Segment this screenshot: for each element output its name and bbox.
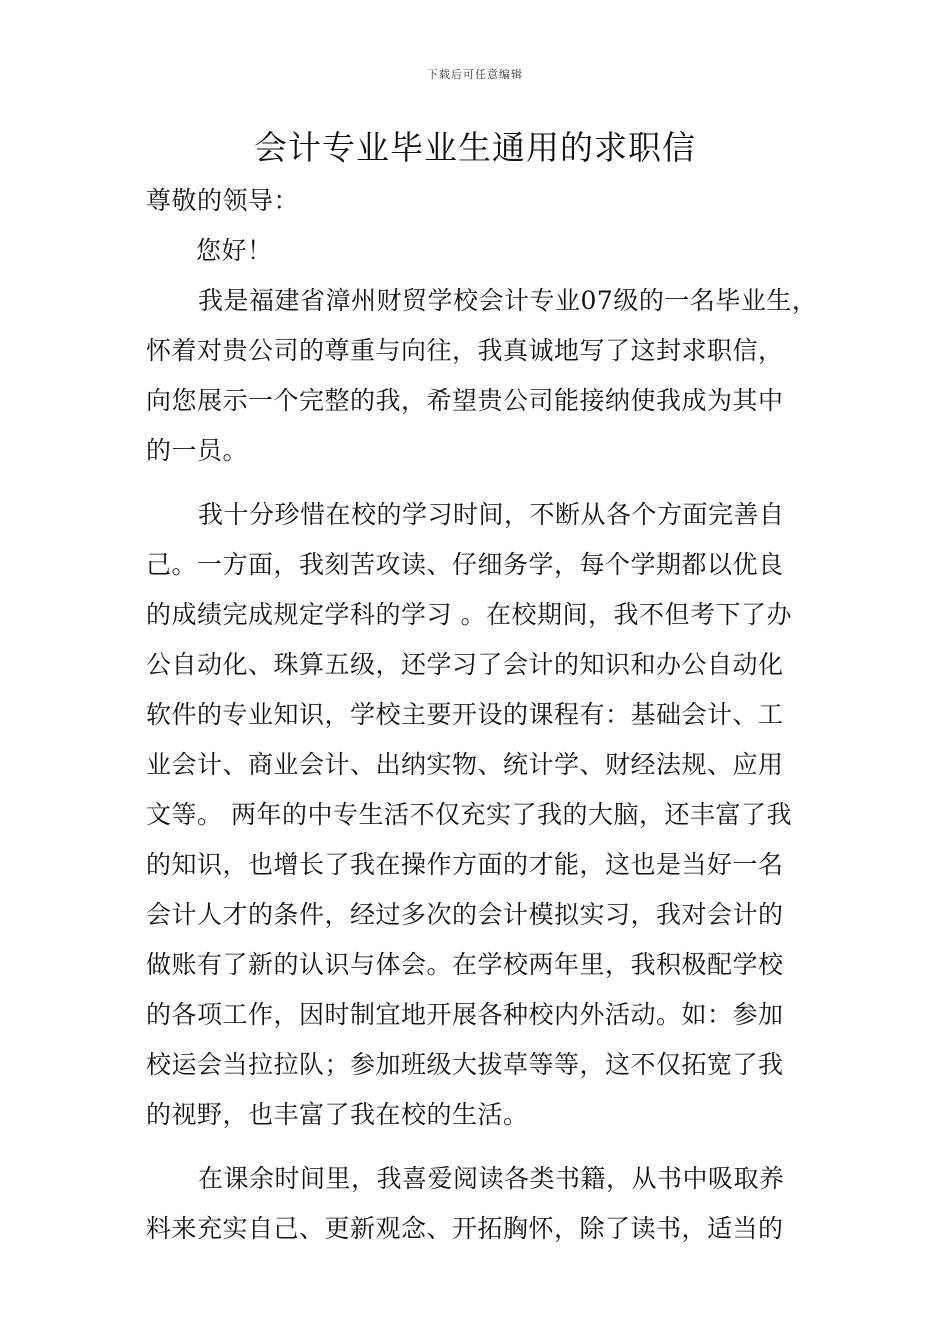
greeting: 您好！	[196, 236, 273, 265]
header-note: 下载后可任意编辑	[427, 68, 523, 81]
paragraph-line: 公自动化、珠算五级，还学习了会计的知识和办公自动化	[146, 650, 784, 679]
paragraph-line: 校运会当拉拉队；参加班级大拔草等等，这不仅拓宽了我	[146, 1050, 784, 1079]
letter-body	[146, 183, 818, 1261]
paragraph-line: 软件的专业知识，学校主要开设的课程有：基础会计、工	[146, 700, 784, 729]
paragraph-line: 文等。 两年的中专生活不仅充实了我的大脑，还丰富了我	[146, 800, 792, 829]
paragraph-line: 怀着对贵公司的尊重与向往，我真诚地写了这封求职信，	[146, 336, 784, 365]
paragraph-line: 的视野，也丰富了我在校的生活。	[146, 1100, 529, 1129]
paragraph-line: 业会计、商业会计、出纳实物、统计学、财经法规、应用	[146, 750, 784, 779]
salutation: 尊敬的领导：	[146, 186, 300, 215]
document-title: 会计专业毕业生通用的求职信	[254, 128, 696, 167]
paragraph-line: 的各项工作，因时制宜地开展各种校内外活动。如：参加	[146, 1000, 784, 1029]
paragraph-line: 会计人才的条件，经过多次的会计模拟实习，我对会计的	[146, 900, 784, 929]
paragraph-line: 料来充实自己、更新观念、开拓胸怀，除了读书，适当的	[146, 1214, 784, 1243]
paragraph-line: 在课余时间里，我喜爱阅读各类书籍，从书中吸取养	[198, 1164, 785, 1193]
paragraph-gap	[146, 483, 810, 497]
paragraph-line: 做账有了新的认识与体会。在学校两年里，我积极配学校	[146, 950, 784, 979]
paragraph-line: 向您展示一个完整的我，希望贵公司能接纳使我成为其中	[146, 386, 784, 415]
paragraph-line: 我是福建省漳州财贸学校会计专业07级的一名毕业生，	[198, 286, 818, 315]
paragraph-line: 的知识，也增长了我在操作方面的才能，这也是当好一名	[146, 850, 784, 879]
paragraph-gap	[146, 1147, 810, 1161]
paragraph-line: 的成绩完成规定学科的学习 。在校期间，我不但考下了办	[146, 600, 792, 629]
paragraph-line: 我十分珍惜在校的学习时间，不断从各个方面完善自	[198, 500, 785, 529]
paragraph-line: 己。一方面，我刻苦攻读、仔细务学，每个学期都以优良	[146, 550, 784, 579]
paragraph-line: 的一员。	[146, 436, 249, 465]
paragraph-1	[146, 283, 818, 483]
paragraph-3	[146, 1161, 810, 1261]
paragraph-2	[146, 497, 810, 1147]
